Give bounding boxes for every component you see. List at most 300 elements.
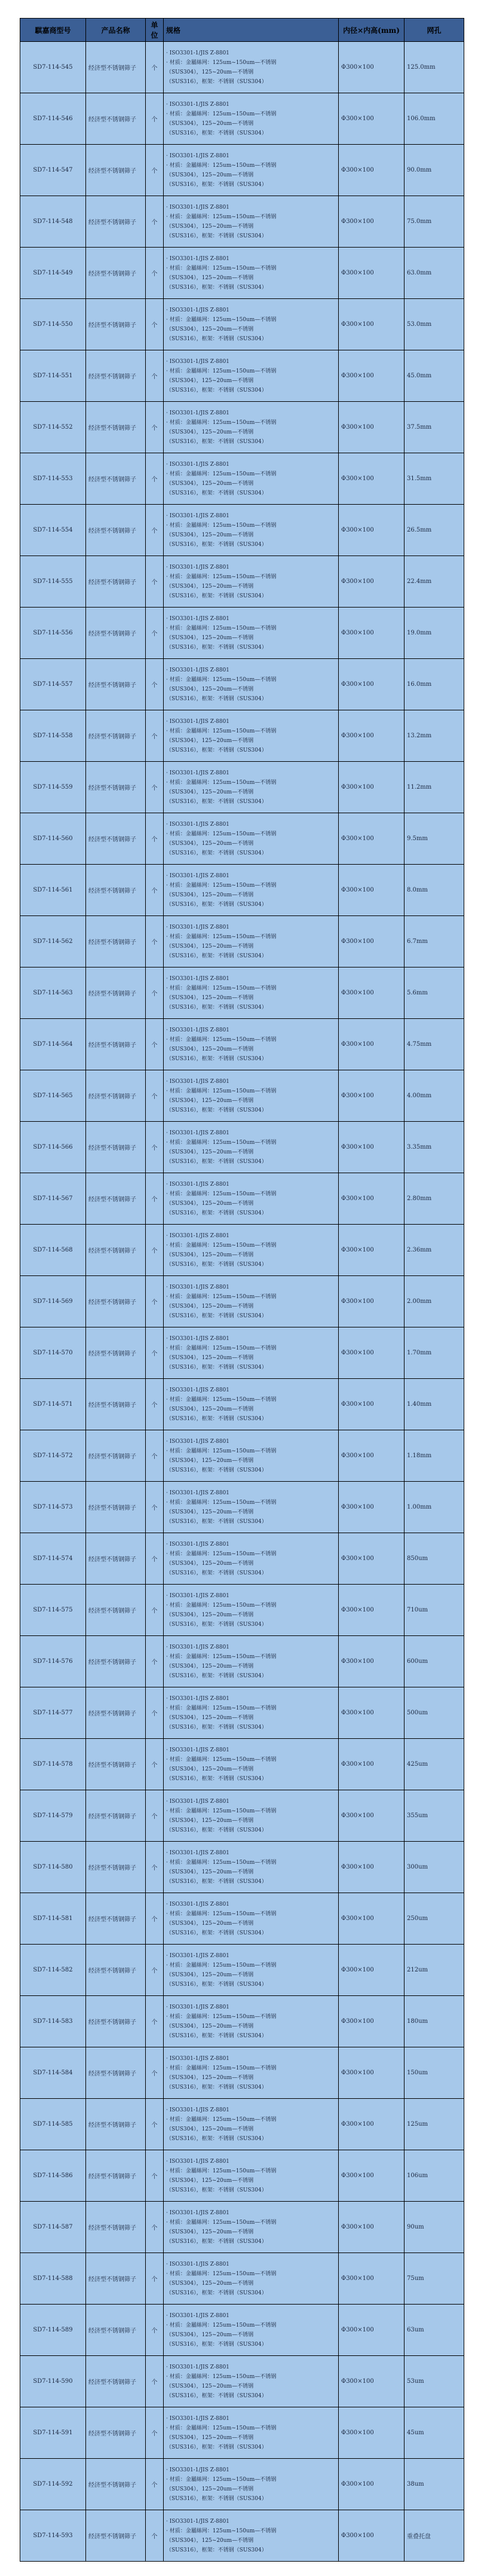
cell-dimension: Φ300×100 <box>339 2510 405 2562</box>
spec-line: （SUS316），框架：不锈钢（SUS304） <box>166 284 267 291</box>
spec-line: （SUS304），125~20um—不锈钢 <box>166 69 254 75</box>
spec-line: （SUS304），125~20um—不锈钢 <box>166 789 254 795</box>
cell-mesh: 1.18mm <box>405 1430 464 1482</box>
spec-line: （SUS316），框架：不锈钢（SUS304） <box>166 850 267 856</box>
spec-line: · 材质：金屬絲网：125um~150um—不锈钢 <box>166 2168 277 2174</box>
spec-line: · ISO3301-1/JIS Z-8801 <box>166 1078 229 1085</box>
table-row <box>20 1482 464 1533</box>
cell-spec <box>164 93 339 145</box>
cell-dimension: Φ300×100 <box>339 967 405 1019</box>
cell-spec <box>164 2047 339 2099</box>
spec-line: （SUS316），框架：不锈钢（SUS304） <box>166 2187 267 2193</box>
cell-dimension: Φ300×100 <box>339 1379 405 1430</box>
spec-line: （SUS316），框架：不锈钢（SUS304） <box>166 181 267 188</box>
spec-line: · ISO3301-1/JIS Z-8801 <box>166 307 229 313</box>
spec-line: · 材质：金屬絲网：125um~150um—不锈钢 <box>166 882 277 889</box>
cell-model: SD7-114-592 <box>20 2459 86 2510</box>
spec-line: · ISO3301-1/JIS Z-8801 <box>166 1592 229 1599</box>
table-row <box>20 865 464 916</box>
cell-model: SD7-114-576 <box>20 1636 86 1687</box>
spec-line: （SUS304），125~20um—不锈钢 <box>166 120 254 127</box>
cell-mesh: 1.40mm <box>405 1379 464 1430</box>
spec-line: · 材质：金屬絲网：125um~150um—不锈钢 <box>166 1653 277 1660</box>
spec-line: · ISO3301-1/JIS Z-8801 <box>166 2312 229 2319</box>
cell-model: SD7-114-581 <box>20 1893 86 1945</box>
cell-unit: 个 <box>146 762 164 813</box>
table-row <box>20 1173 464 1225</box>
cell-unit: 个 <box>146 1276 164 1327</box>
spec-line: （SUS304），125~20um—不锈钢 <box>166 1920 254 1927</box>
cell-dimension: Φ300×100 <box>339 1893 405 1945</box>
cell-mesh: 125um <box>405 2099 464 2150</box>
header-mesh: 网孔 <box>405 19 464 42</box>
cell-dimension: Φ300×100 <box>339 1739 405 1790</box>
cell-dimension: Φ300×100 <box>339 299 405 350</box>
table-row <box>20 1739 464 1790</box>
cell-spec <box>164 608 339 659</box>
cell-spec <box>164 916 339 967</box>
cell-dimension: Φ300×100 <box>339 1636 405 1687</box>
spec-line: · 材质：金屬絲网：125um~150um—不锈钢 <box>166 2065 277 2071</box>
cell-dimension: Φ300×100 <box>339 1225 405 1276</box>
spec-line: · ISO3301-1/JIS Z-8801 <box>166 1901 229 1907</box>
cell-dimension: Φ300×100 <box>339 248 405 299</box>
cell-product-name: 经济型不锈钢筛子 <box>86 1739 146 1790</box>
table-header-row <box>20 19 464 42</box>
cell-spec <box>164 1996 339 2047</box>
cell-model: SD7-114-579 <box>20 1790 86 1842</box>
product-table <box>20 18 464 2562</box>
cell-product-name: 经济型不锈钢筛子 <box>86 1122 146 1173</box>
cell-model: SD7-114-593 <box>20 2510 86 2562</box>
spec-line: · 材质：金屬絲网：125um~150um—不锈钢 <box>166 2528 277 2534</box>
cell-product-name: 经济型不锈钢筛子 <box>86 1173 146 1225</box>
cell-mesh: 355um <box>405 1790 464 1842</box>
cell-mesh: 45um <box>405 2407 464 2459</box>
cell-spec <box>164 196 339 248</box>
cell-product-name: 经济型不锈钢筛子 <box>86 1019 146 1070</box>
spec-line: · 材质：金屬絲网：125um~150um—不锈钢 <box>166 2219 277 2226</box>
header-product: 产品名称 <box>86 19 146 42</box>
cell-spec <box>164 1790 339 1842</box>
spec-line: · ISO3301-1/JIS Z-8801 <box>166 2209 229 2216</box>
spec-line: （SUS316），框架：不锈钢（SUS304） <box>166 1467 267 1473</box>
cell-model: SD7-114-548 <box>20 196 86 248</box>
cell-dimension: Φ300×100 <box>339 1790 405 1842</box>
cell-model: SD7-114-585 <box>20 2099 86 2150</box>
cell-unit: 个 <box>146 1533 164 1585</box>
cell-unit: 个 <box>146 1327 164 1379</box>
cell-dimension: Φ300×100 <box>339 710 405 762</box>
cell-mesh: 22.4mm <box>405 556 464 608</box>
spec-line: （SUS304），125~20um—不锈钢 <box>166 1303 254 1310</box>
cell-product-name: 经济型不锈钢筛子 <box>86 93 146 145</box>
spec-line: （SUS316），框架：不锈钢（SUS304） <box>166 2238 267 2245</box>
cell-dimension: Φ300×100 <box>339 93 405 145</box>
table-row <box>20 1636 464 1687</box>
cell-model: SD7-114-551 <box>20 350 86 402</box>
cell-dimension: Φ300×100 <box>339 2150 405 2202</box>
spec-line: · ISO3301-1/JIS Z-8801 <box>166 615 229 622</box>
spec-line: （SUS304），125~20um—不锈钢 <box>166 1714 254 1721</box>
cell-model: SD7-114-569 <box>20 1276 86 1327</box>
spec-line: （SUS316），框架：不锈钢（SUS304） <box>166 1415 267 1422</box>
cell-model: SD7-114-570 <box>20 1327 86 1379</box>
spec-line: （SUS316），框架：不锈钢（SUS304） <box>166 2444 267 2450</box>
table-row <box>20 556 464 608</box>
cell-mesh: 63um <box>405 2305 464 2356</box>
cell-model: SD7-114-565 <box>20 1070 86 1122</box>
spec-line: （SUS304），125~20um—不锈钢 <box>166 1611 254 1618</box>
table-row <box>20 813 464 865</box>
spec-line: · ISO3301-1/JIS Z-8801 <box>166 2364 229 2370</box>
spec-line: · 材质：金屬絲网：125um~150um—不锈钢 <box>166 2322 277 2328</box>
spec-line: （SUS304），125~20um—不锈钢 <box>166 429 254 435</box>
cell-mesh: 180um <box>405 1996 464 2047</box>
cell-mesh: 75um <box>405 2253 464 2305</box>
cell-dimension: Φ300×100 <box>339 916 405 967</box>
cell-product-name: 经济型不锈钢筛子 <box>86 1842 146 1893</box>
spec-line: · ISO3301-1/JIS Z-8801 <box>166 2004 229 2010</box>
cell-model: SD7-114-583 <box>20 1996 86 2047</box>
cell-unit: 个 <box>146 2047 164 2099</box>
spec-line: · ISO3301-1/JIS Z-8801 <box>166 718 229 725</box>
cell-mesh: 425um <box>405 1739 464 1790</box>
spec-line: · 材质：金屬絲网：125um~150um—不锈钢 <box>166 1808 277 1814</box>
cell-spec <box>164 1430 339 1482</box>
cell-model: SD7-114-550 <box>20 299 86 350</box>
table-row <box>20 299 464 350</box>
cell-model: SD7-114-588 <box>20 2253 86 2305</box>
table-row <box>20 145 464 196</box>
spec-line: · 材质：金屬絲网：125um~150um—不锈钢 <box>166 522 277 529</box>
spec-line: · ISO3301-1/JIS Z-8801 <box>166 564 229 570</box>
cell-product-name: 经济型不锈钢筛子 <box>86 2407 146 2459</box>
table-row <box>20 1945 464 1996</box>
spec-line: （SUS304），125~20um—不锈钢 <box>166 1869 254 1875</box>
cell-product-name: 经济型不锈钢筛子 <box>86 1893 146 1945</box>
table-row <box>20 1585 464 1636</box>
cell-unit: 个 <box>146 93 164 145</box>
spec-line: · ISO3301-1/JIS Z-8801 <box>166 1695 229 1702</box>
spec-line: · ISO3301-1/JIS Z-8801 <box>166 1644 229 1650</box>
cell-unit: 个 <box>146 1893 164 1945</box>
cell-model: SD7-114-571 <box>20 1379 86 1430</box>
spec-line: （SUS316），框架：不锈钢（SUS304） <box>166 1210 267 1216</box>
cell-spec <box>164 2099 339 2150</box>
table-row <box>20 1533 464 1585</box>
cell-spec <box>164 1945 339 1996</box>
spec-line: · 材质：金屬絲网：125um~150um—不锈钢 <box>166 2425 277 2431</box>
cell-product-name: 经济型不锈钢筛子 <box>86 2510 146 2562</box>
spec-line: （SUS304），125~20um—不锈钢 <box>166 2074 254 2081</box>
cell-product-name: 经济型不锈钢筛子 <box>86 608 146 659</box>
cell-mesh: 8.0mm <box>405 865 464 916</box>
table-row <box>20 1430 464 1482</box>
spec-line: （SUS304），125~20um—不锈钢 <box>166 2383 254 2389</box>
spec-line: （SUS316），框架：不锈钢（SUS304） <box>166 233 267 239</box>
cell-unit: 个 <box>146 145 164 196</box>
table-row <box>20 2356 464 2407</box>
cell-model: SD7-114-575 <box>20 1585 86 1636</box>
cell-spec <box>164 1585 339 1636</box>
cell-dimension: Φ300×100 <box>339 196 405 248</box>
cell-spec <box>164 1482 339 1533</box>
spec-line: （SUS316），框架：不锈钢（SUS304） <box>166 1930 267 1936</box>
spec-line: （SUS316），框架：不锈钢（SUS304） <box>166 2084 267 2090</box>
spec-line: · 材质：金屬絲网：125um~150um—不锈钢 <box>166 1705 277 1711</box>
spec-line: （SUS316），框架：不锈钢（SUS304） <box>166 387 267 393</box>
cell-model: SD7-114-554 <box>20 505 86 556</box>
spec-line: · 材质：金屬絲网：125um~150um—不锈钢 <box>166 2013 277 2020</box>
table-row <box>20 1790 464 1842</box>
spec-line: （SUS316），框架：不锈钢（SUS304） <box>166 1261 267 1268</box>
cell-dimension: Φ300×100 <box>339 453 405 505</box>
cell-dimension: Φ300×100 <box>339 1070 405 1122</box>
spec-line: （SUS304），125~20um—不锈钢 <box>166 223 254 230</box>
spec-line: （SUS304），125~20um—不锈钢 <box>166 532 254 538</box>
cell-dimension: Φ300×100 <box>339 1996 405 2047</box>
cell-unit: 个 <box>146 350 164 402</box>
cell-spec <box>164 659 339 710</box>
spec-line: · 材质：金屬絲网：125um~150um—不锈钢 <box>166 1242 277 1249</box>
cell-spec <box>164 505 339 556</box>
cell-spec <box>164 1276 339 1327</box>
cell-model: SD7-114-557 <box>20 659 86 710</box>
spec-line: （SUS304），125~20um—不锈钢 <box>166 943 254 950</box>
header-model: 騏嘉商型号 <box>20 19 86 42</box>
spec-line: · ISO3301-1/JIS Z-8801 <box>166 2467 229 2473</box>
spec-line: （SUS316），框架：不锈钢（SUS304） <box>166 1621 267 1628</box>
spec-line: （SUS316），框架：不锈钢（SUS304） <box>166 593 267 599</box>
cell-model: SD7-114-558 <box>20 710 86 762</box>
cell-dimension: Φ300×100 <box>339 2047 405 2099</box>
cell-dimension: Φ300×100 <box>339 556 405 608</box>
table-row <box>20 248 464 299</box>
cell-mesh: 19.0mm <box>405 608 464 659</box>
cell-dimension: Φ300×100 <box>339 1482 405 1533</box>
cell-unit: 个 <box>146 2305 164 2356</box>
cell-model: SD7-114-574 <box>20 1533 86 1585</box>
spec-line: （SUS304），125~20um—不锈钢 <box>166 2331 254 2338</box>
cell-model: SD7-114-572 <box>20 1430 86 1482</box>
header-spec: 规格 <box>164 19 339 42</box>
cell-spec <box>164 2356 339 2407</box>
spec-line: （SUS316），框架：不锈钢（SUS304） <box>166 1672 267 1679</box>
spec-line: · ISO3301-1/JIS Z-8801 <box>166 1798 229 1805</box>
cell-spec <box>164 453 339 505</box>
spec-line: （SUS316），框架：不锈钢（SUS304） <box>166 130 267 136</box>
spec-line: · 材质：金屬絲网：125um~150um—不锈钢 <box>166 2116 277 2123</box>
cell-product-name: 经济型不锈钢筛子 <box>86 762 146 813</box>
spec-line: · ISO3301-1/JIS Z-8801 <box>166 1027 229 1033</box>
cell-mesh: 2.00mm <box>405 1276 464 1327</box>
cell-product-name: 经济型不锈钢筛子 <box>86 1070 146 1122</box>
cell-spec <box>164 1225 339 1276</box>
spec-line: · 材质：金屬絲网：125um~150um—不锈钢 <box>166 1756 277 1763</box>
cell-mesh: 300um <box>405 1842 464 1893</box>
cell-mesh: 90um <box>405 2202 464 2253</box>
spec-line: （SUS316），框架：不锈钢（SUS304） <box>166 2495 267 2502</box>
spec-line: · 材质：金屬絲网：125um~150um—不锈钢 <box>166 1088 277 1094</box>
cell-model: SD7-114-546 <box>20 93 86 145</box>
table-row <box>20 1225 464 1276</box>
cell-product-name: 经济型不锈钢筛子 <box>86 1430 146 1482</box>
spec-line: · 材质：金屬絲网：125um~150um—不锈钢 <box>166 471 277 477</box>
header-dim: 内径×内高(mm) <box>339 19 405 42</box>
cell-unit: 个 <box>146 196 164 248</box>
cell-mesh: 9.5mm <box>405 813 464 865</box>
spec-line: · ISO3301-1/JIS Z-8801 <box>166 50 229 56</box>
spec-line: （SUS316），框架：不锈钢（SUS304） <box>166 901 267 908</box>
cell-product-name: 经济型不锈钢筛子 <box>86 2459 146 2510</box>
cell-model: SD7-114-580 <box>20 1842 86 1893</box>
cell-product-name: 经济型不锈钢筛子 <box>86 1533 146 1585</box>
spec-line: · 材质：金屬絲网：125um~150um—不锈钢 <box>166 316 277 323</box>
cell-dimension: Φ300×100 <box>339 2253 405 2305</box>
spec-line: （SUS304），125~20um—不锈钢 <box>166 2280 254 2287</box>
cell-spec <box>164 865 339 916</box>
cell-model: SD7-114-560 <box>20 813 86 865</box>
spec-line: · 材质：金屬絲网：125um~150um—不锈钢 <box>166 573 277 580</box>
cell-product-name: 经济型不锈钢筛子 <box>86 2253 146 2305</box>
cell-dimension: Φ300×100 <box>339 42 405 93</box>
spec-line: · ISO3301-1/JIS Z-8801 <box>166 1747 229 1753</box>
spec-line: （SUS316），框架：不锈钢（SUS304） <box>166 2135 267 2142</box>
cell-dimension: Φ300×100 <box>339 2202 405 2253</box>
cell-unit: 个 <box>146 2459 164 2510</box>
spec-line: · ISO3301-1/JIS Z-8801 <box>166 1387 229 1393</box>
cell-dimension: Φ300×100 <box>339 1122 405 1173</box>
cell-unit: 个 <box>146 916 164 967</box>
spec-line: （SUS304），125~20um—不锈钢 <box>166 2486 254 2492</box>
header-unit: 单位 <box>146 19 164 42</box>
cell-product-name: 经济型不锈钢筛子 <box>86 402 146 453</box>
spec-line: · 材质：金屬絲网：125um~150um—不锈钢 <box>166 831 277 837</box>
table-body <box>20 42 464 2562</box>
cell-unit: 个 <box>146 1070 164 1122</box>
spec-line: · ISO3301-1/JIS Z-8801 <box>166 2415 229 2422</box>
spec-line: · ISO3301-1/JIS Z-8801 <box>166 255 229 262</box>
spec-line: （SUS304），125~20um—不锈钢 <box>166 634 254 641</box>
spec-line: （SUS304），125~20um—不锈钢 <box>166 1560 254 1567</box>
spec-line: （SUS316），框架：不锈钢（SUS304） <box>166 2547 267 2553</box>
cell-unit: 个 <box>146 1019 164 1070</box>
cell-model: SD7-114-561 <box>20 865 86 916</box>
cell-spec <box>164 967 339 1019</box>
spec-line: （SUS304），125~20um—不锈钢 <box>166 1663 254 1669</box>
spec-line: （SUS316），框架：不锈钢（SUS304） <box>166 438 267 445</box>
cell-product-name: 经济型不锈钢筛子 <box>86 2099 146 2150</box>
cell-product-name: 经济型不锈钢筛子 <box>86 1585 146 1636</box>
spec-line: （SUS304），125~20um—不锈钢 <box>166 1766 254 1772</box>
spec-line: （SUS304），125~20um—不锈钢 <box>166 1354 254 1361</box>
cell-mesh: 31.5mm <box>405 453 464 505</box>
table-row <box>20 2407 464 2459</box>
cell-model: SD7-114-577 <box>20 1687 86 1739</box>
cell-product-name: 经济型不锈钢筛子 <box>86 1379 146 1430</box>
spec-line: （SUS304），125~20um—不锈钢 <box>166 1971 254 1978</box>
spec-line: · ISO3301-1/JIS Z-8801 <box>166 2158 229 2165</box>
cell-spec <box>164 1070 339 1122</box>
cell-product-name: 经济型不锈钢筛子 <box>86 1225 146 1276</box>
cell-mesh: 75.0mm <box>405 196 464 248</box>
spec-line: · 材质：金屬絲网：125um~150um—不锈钢 <box>166 2373 277 2380</box>
spec-line: （SUS316），框架：不锈钢（SUS304） <box>166 335 267 342</box>
cell-model: SD7-114-567 <box>20 1173 86 1225</box>
cell-mesh: 53um <box>405 2356 464 2407</box>
spec-line: · 材质：金屬絲网：125um~150um—不锈钢 <box>166 985 277 991</box>
cell-model: SD7-114-566 <box>20 1122 86 1173</box>
cell-dimension: Φ300×100 <box>339 1173 405 1225</box>
cell-unit: 个 <box>146 1379 164 1430</box>
cell-mesh: 11.2mm <box>405 762 464 813</box>
cell-dimension: Φ300×100 <box>339 2099 405 2150</box>
spec-line: · 材质：金屬絲网：125um~150um—不锈钢 <box>166 728 277 734</box>
cell-unit: 个 <box>146 1945 164 1996</box>
spec-line: · 材质：金屬絲网：125um~150um—不锈钢 <box>166 265 277 271</box>
cell-mesh: 4.00mm <box>405 1070 464 1122</box>
spec-line: （SUS304），125~20um—不锈钢 <box>166 840 254 847</box>
spec-line: （SUS304），125~20um—不锈钢 <box>166 1509 254 1515</box>
cell-product-name: 经济型不锈钢筛子 <box>86 2150 146 2202</box>
table-row <box>20 1070 464 1122</box>
cell-mesh: 45.0mm <box>405 350 464 402</box>
table-row <box>20 1687 464 1739</box>
table-row <box>20 1893 464 1945</box>
spec-line: （SUS316），框架：不锈钢（SUS304） <box>166 2290 267 2296</box>
cell-spec <box>164 42 339 93</box>
spec-line: （SUS304），125~20um—不锈钢 <box>166 1200 254 1207</box>
cell-dimension: Φ300×100 <box>339 350 405 402</box>
cell-unit: 个 <box>146 1842 164 1893</box>
cell-dimension: Φ300×100 <box>339 1585 405 1636</box>
cell-model: SD7-114-564 <box>20 1019 86 1070</box>
spec-line: （SUS304），125~20um—不锈钢 <box>166 2434 254 2441</box>
spec-line: （SUS304），125~20um—不锈钢 <box>166 1406 254 1412</box>
cell-product-name: 经济型不锈钢筛子 <box>86 865 146 916</box>
spec-line: （SUS316），框架：不锈钢（SUS304） <box>166 1004 267 1011</box>
spec-line: · ISO3301-1/JIS Z-8801 <box>166 1335 229 1342</box>
spec-line: · 材质：金屬絲网：125um~150um—不锈钢 <box>166 625 277 631</box>
table-row <box>20 2305 464 2356</box>
spec-line: · 材质：金屬絲网：125um~150um—不锈钢 <box>166 1139 277 1146</box>
cell-model: SD7-114-568 <box>20 1225 86 1276</box>
cell-product-name: 经济型不锈钢筛子 <box>86 1276 146 1327</box>
cell-spec <box>164 1842 339 1893</box>
spec-line: （SUS316），框架：不锈钢（SUS304） <box>166 1981 267 1988</box>
table-row <box>20 1276 464 1327</box>
cell-unit: 个 <box>146 1687 164 1739</box>
cell-dimension: Φ300×100 <box>339 2459 405 2510</box>
table-row <box>20 93 464 145</box>
cell-product-name: 经济型不锈钢筛子 <box>86 1790 146 1842</box>
cell-model: SD7-114-556 <box>20 608 86 659</box>
spec-line: · 材质：金屬絲网：125um~150um—不锈钢 <box>166 1602 277 1609</box>
spec-line: （SUS304），125~20um—不锈钢 <box>166 172 254 178</box>
spec-line: · ISO3301-1/JIS Z-8801 <box>166 1438 229 1445</box>
spec-line: （SUS316），框架：不锈钢（SUS304） <box>166 78 267 85</box>
cell-spec <box>164 813 339 865</box>
cell-mesh: 106um <box>405 2150 464 2202</box>
spec-line: · ISO3301-1/JIS Z-8801 <box>166 512 229 519</box>
spec-line: （SUS304），125~20um—不锈钢 <box>166 377 254 384</box>
cell-product-name: 经济型不锈钢筛子 <box>86 556 146 608</box>
spec-line: （SUS304），125~20um—不锈钢 <box>166 1252 254 1258</box>
cell-unit: 个 <box>146 248 164 299</box>
cell-mesh: 3.35mm <box>405 1122 464 1173</box>
cell-unit: 个 <box>146 1122 164 1173</box>
